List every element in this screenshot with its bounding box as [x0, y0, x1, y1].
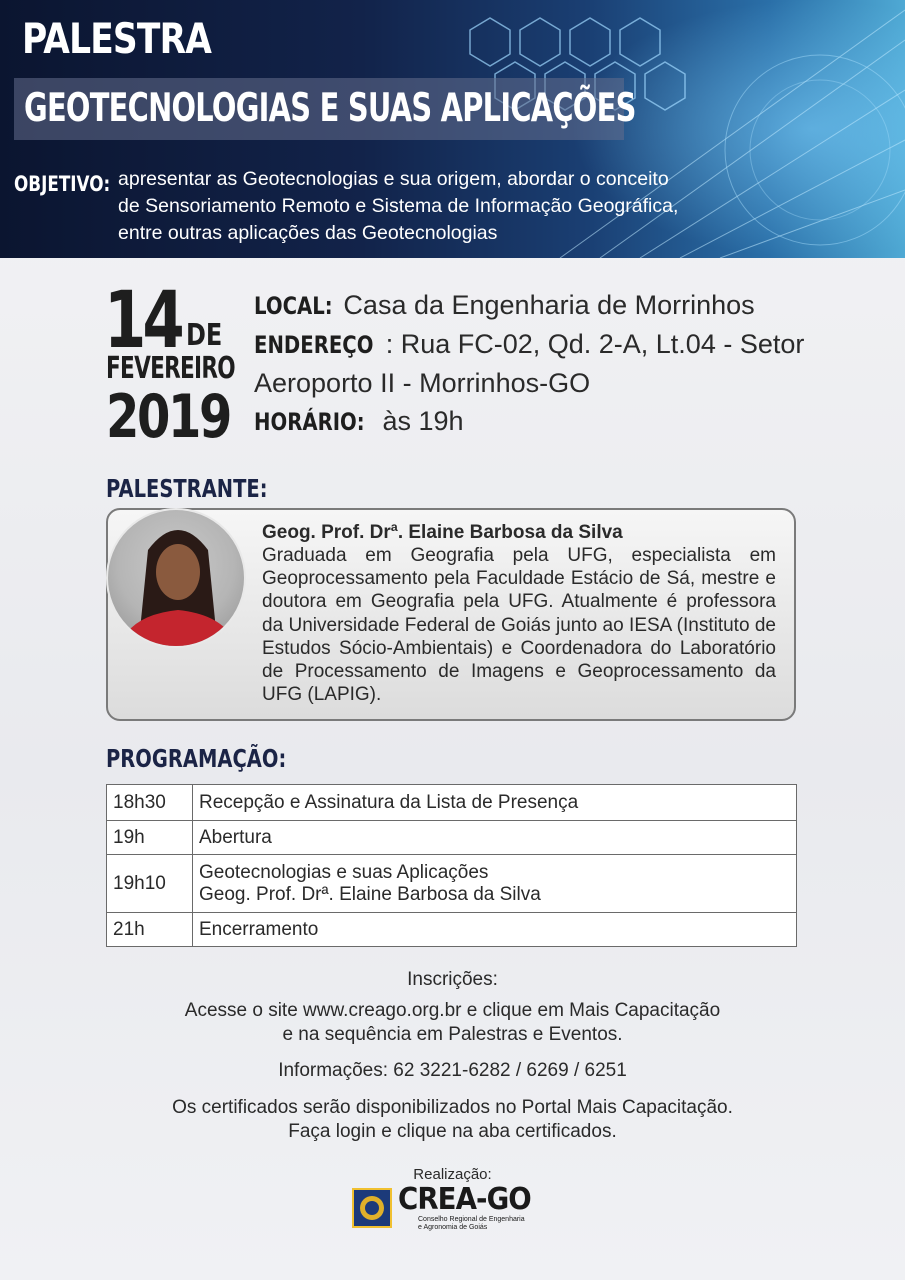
- speaker-portrait: [108, 510, 246, 648]
- local-row: [254, 286, 814, 325]
- objective-text: [118, 166, 778, 247]
- event-subtitle: GEOTECNOLOGIAS E SUAS APLICAÇÕES: [24, 86, 636, 131]
- event-info: [254, 286, 814, 441]
- objective-label: OBJETIVO:: [14, 172, 111, 196]
- time-row: [254, 402, 814, 441]
- program-activity-speaker: Geog. Prof. Drª. Elaine Barbosa da Silva: [199, 883, 541, 905]
- date-de: DE: [186, 318, 223, 353]
- program-table: [106, 784, 797, 947]
- address-row: [254, 325, 814, 364]
- speaker-name: Geog. Prof. Drª. Elaine Barbosa da Silva: [262, 522, 623, 543]
- program-activity: Recepção e Assinatura da Lista de Presença: [193, 785, 797, 821]
- contact-info: Informações: 62 3221-6282 / 6269 / 6251: [278, 1060, 627, 1081]
- table-row: [107, 913, 797, 947]
- registration-line: e na sequência em Palestras e Eventos.: [282, 1024, 623, 1045]
- objective-line: de Sensoriamento Remoto e Sistema de Informação Geográfica,: [118, 195, 679, 217]
- registration-line: Acesse o site www.creago.org.br e clique em Mais Capacitação: [184, 1000, 721, 1021]
- speaker-bio: Graduada em Geografia pela UFG, especialista em Geoprocessamento pela Faculdade Estácio de Sá, mestre e doutora em Geografia pela UFG. Atualmente é professora da Universidade Federal de Goiás junto ao IESA (Instituto de Estudos Sócio-Ambientais) e Coordenadora do Laboratório de Processamento de Imagens e Geoprocessamento da UFG (LAPIG).: [262, 545, 776, 706]
- program-activity: [193, 855, 797, 913]
- table-row: [107, 821, 797, 855]
- local-label: LOCAL:: [254, 292, 333, 320]
- program-activity-title: Geotecnologias e suas Aplicações: [199, 861, 489, 883]
- time-value: às 19h: [374, 406, 464, 436]
- registration-text: [100, 999, 805, 1047]
- table-row: [107, 785, 797, 821]
- program-time: 18h30: [107, 785, 193, 821]
- crea-go-logo: CREA-GO: [398, 1182, 531, 1217]
- address-value-line2: Aeroporto II - Morrinhos-GO: [254, 368, 591, 398]
- page-title: PALESTRA: [22, 14, 212, 63]
- time-label: HORÁRIO:: [254, 408, 365, 436]
- certificate-info: [100, 1096, 805, 1144]
- emblem-icon: [354, 1190, 390, 1226]
- crea-go-emblem-icon: [352, 1188, 392, 1228]
- program-section-title: PROGRAMAÇÃO:: [106, 744, 287, 773]
- date-day: 14: [104, 276, 181, 366]
- logo-subtitle-line: Conselho Regional de Engenharia: [418, 1216, 525, 1223]
- table-row: [107, 855, 797, 913]
- program-activity: Abertura: [193, 821, 797, 855]
- address-label: ENDEREÇO: [254, 331, 374, 359]
- date-year: 2019: [106, 382, 230, 452]
- speaker-section-title: PALESTRANTE:: [106, 474, 268, 503]
- crea-go-logo-subtitle: [418, 1216, 525, 1232]
- program-time: 19h: [107, 821, 193, 855]
- program-time: 21h: [107, 913, 193, 947]
- program-activity: Encerramento: [193, 913, 797, 947]
- registration-heading: Inscrições:: [407, 969, 498, 990]
- local-value: Casa da Engenharia de Morrinhos: [335, 290, 755, 320]
- logo-subtitle-line: e Agronomia de Goiás: [418, 1224, 488, 1231]
- certificate-line: Faça login e clique na aba certificados.: [288, 1121, 617, 1142]
- objective-line: apresentar as Geotecnologias e sua origem, abordar o conceito: [118, 168, 669, 190]
- header-banner: [0, 0, 905, 258]
- speaker-photo: [106, 508, 246, 648]
- objective-line: entre outras aplicações das Geotecnologias: [118, 222, 498, 244]
- date-month: FEVEREIRO: [106, 351, 235, 386]
- program-time: 19h10: [107, 855, 193, 913]
- certificate-line: Os certificados serão disponibilizados no Portal Mais Capacitação.: [172, 1097, 733, 1118]
- address-value-line1: : Rua FC-02, Qd. 2-A, Lt.04 - Setor: [385, 329, 805, 359]
- organizer-label: Realização:: [413, 1166, 492, 1183]
